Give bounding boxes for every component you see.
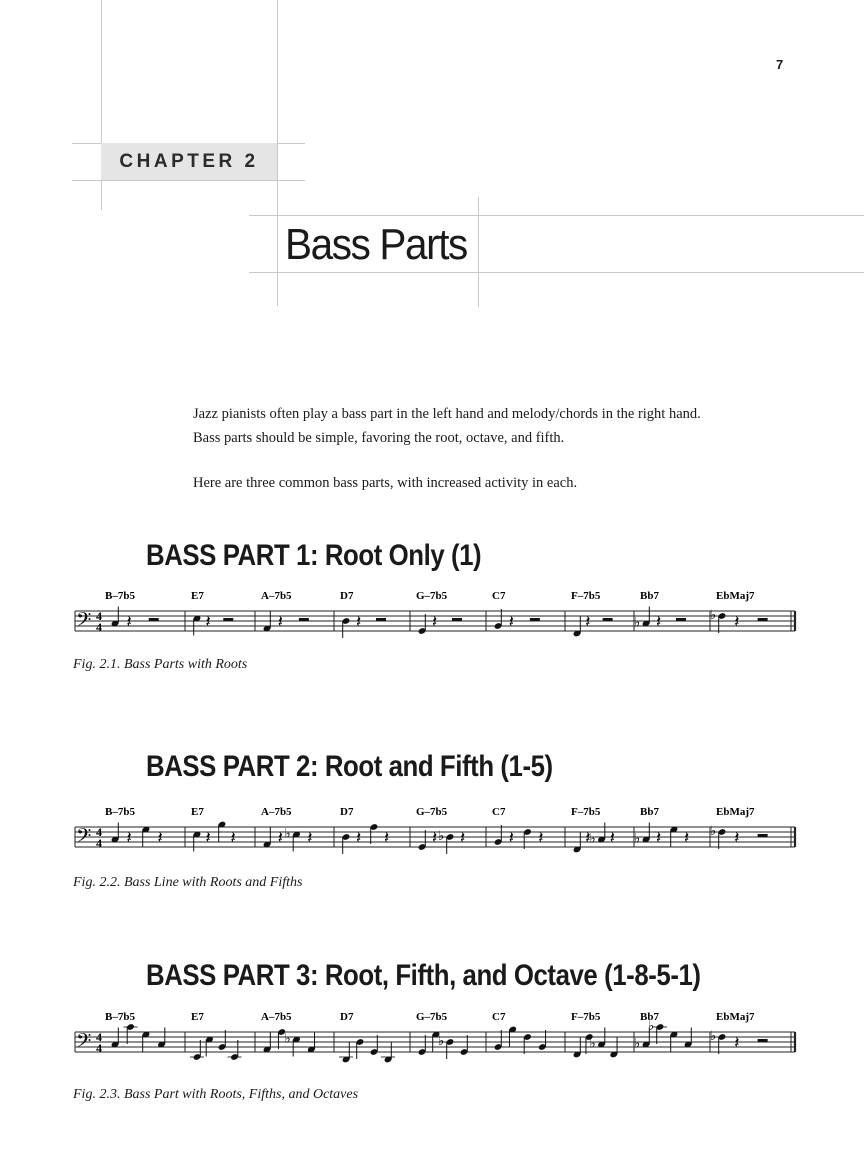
chord-symbol: G–7b5 (416, 1011, 448, 1023)
bass-part-heading: BASS PART 2: Root and Fifth (1-5) (146, 750, 553, 783)
half-rest (603, 618, 613, 621)
chord-symbol: F–7b5 (571, 1011, 601, 1023)
music-staff (0, 1004, 864, 1084)
quarter-rest: 𝄽 (656, 612, 662, 632)
chord-symbol: G–7b5 (416, 806, 448, 818)
chord-symbol: D7 (340, 806, 354, 818)
chord-symbol: A–7b5 (261, 1011, 292, 1023)
flat-sign: ♭ (710, 608, 717, 623)
half-rest (758, 618, 768, 621)
flat-sign: ♭ (438, 1034, 445, 1049)
time-signature-top: 4 (96, 1030, 102, 1044)
quarter-rest: 𝄽 (157, 828, 163, 848)
flat-sign: ♭ (589, 831, 596, 847)
intro-paragraph: Jazz pianists often play a bass part in the left hand and melody/chords in the right hand. Bass parts should be simple, favoring the root, octave, and fifth. (193, 406, 701, 446)
chord-symbol: G–7b5 (416, 590, 448, 602)
quarter-rest: 𝄽 (384, 828, 390, 848)
chord-symbol: A–7b5 (261, 806, 292, 818)
flat-sign: ♭ (589, 1036, 596, 1052)
chord-symbol: EbMaj7 (716, 1011, 755, 1023)
quarter-rest: 𝄽 (734, 612, 740, 632)
chord-symbol: B–7b5 (105, 806, 135, 818)
bass-clef-icon: 𝄢 (76, 608, 92, 636)
flat-sign: ♭ (710, 824, 717, 839)
chord-symbol: C7 (492, 590, 506, 602)
time-signature-top: 4 (96, 825, 102, 839)
half-rest (758, 834, 768, 837)
page-number: 7 (776, 57, 784, 72)
flat-sign: ♭ (284, 1031, 291, 1047)
quarter-rest: 𝄽 (205, 612, 211, 632)
bass-part-heading: BASS PART 3: Root, Fifth, and Octave (1-8-5-1) (146, 959, 701, 992)
chord-symbol: C7 (492, 806, 506, 818)
half-rest (223, 618, 233, 621)
quarter-rest: 𝄽 (585, 612, 591, 632)
half-rest (149, 618, 159, 621)
chord-symbol: A–7b5 (261, 590, 292, 602)
quarter-rest: 𝄽 (432, 828, 438, 848)
half-rest (676, 618, 686, 621)
chord-symbol: B–7b5 (105, 590, 135, 602)
quarter-rest: 𝄽 (684, 828, 690, 848)
quarter-rest: 𝄽 (460, 828, 466, 848)
flat-sign: ♭ (634, 1036, 641, 1052)
time-signature-top: 4 (96, 609, 102, 623)
chord-symbol: F–7b5 (571, 806, 601, 818)
flat-sign: ♭ (438, 829, 445, 844)
quarter-rest: 𝄽 (356, 828, 362, 848)
flat-sign: ♭ (648, 1019, 655, 1034)
quarter-rest: 𝄽 (609, 828, 615, 848)
chord-symbol: B–7b5 (105, 1011, 135, 1023)
chord-symbol: C7 (492, 1011, 506, 1023)
quarter-rest: 𝄽 (277, 612, 283, 632)
quarter-rest: 𝄽 (230, 828, 236, 848)
quarter-rest: 𝄽 (205, 828, 211, 848)
intro-paragraph: Here are three common bass parts, with increased activity in each. (193, 475, 578, 491)
quarter-rest: 𝄽 (734, 1033, 740, 1053)
quarter-rest: 𝄽 (734, 828, 740, 848)
quarter-rest: 𝄽 (432, 612, 438, 632)
quarter-rest: 𝄽 (277, 828, 283, 848)
chord-symbol: F–7b5 (571, 590, 601, 602)
half-rest (530, 618, 540, 621)
chord-symbol: E7 (191, 590, 204, 602)
flat-sign: ♭ (634, 831, 641, 847)
guide-line (249, 272, 864, 273)
flat-sign: ♭ (634, 615, 641, 631)
figure-caption: Fig. 2.1. Bass Parts with Roots (73, 657, 248, 672)
half-rest (452, 618, 462, 621)
chord-symbol: D7 (340, 1011, 354, 1023)
quarter-rest: 𝄽 (585, 828, 591, 848)
quarter-rest: 𝄽 (508, 612, 514, 632)
quarter-rest: 𝄽 (126, 612, 132, 632)
chord-symbol: EbMaj7 (716, 806, 755, 818)
bass-part-heading: BASS PART 1: Root Only (1) (146, 539, 482, 572)
quarter-rest: 𝄽 (538, 828, 544, 848)
chord-symbol: E7 (191, 1011, 204, 1023)
figure-caption: Fig. 2.3. Bass Part with Roots, Fifths, and Octaves (73, 1087, 359, 1102)
chapter-title: Bass Parts (285, 220, 467, 269)
chord-symbol: Bb7 (640, 806, 659, 818)
bass-clef-icon: 𝄢 (76, 1029, 92, 1057)
music-staff (0, 583, 864, 653)
time-signature-bottom: 4 (96, 836, 102, 850)
chord-symbol: EbMaj7 (716, 590, 755, 602)
guide-line (72, 180, 305, 181)
half-rest (376, 618, 386, 621)
bass-clef-icon: 𝄢 (76, 824, 92, 852)
time-signature-bottom: 4 (96, 620, 102, 634)
quarter-rest: 𝄽 (356, 612, 362, 632)
guide-line (277, 0, 278, 306)
guide-line (478, 197, 479, 307)
flat-sign: ♭ (284, 826, 291, 842)
chapter-label: CHAPTER 2 (119, 151, 259, 172)
half-rest (758, 1039, 768, 1042)
music-staff (0, 799, 864, 869)
quarter-rest: 𝄽 (307, 828, 313, 848)
half-rest (299, 618, 309, 621)
chord-symbol: Bb7 (640, 590, 659, 602)
chord-symbol: E7 (191, 806, 204, 818)
quarter-rest: 𝄽 (508, 828, 514, 848)
flat-sign: ♭ (710, 1029, 717, 1044)
quarter-rest: 𝄽 (656, 828, 662, 848)
time-signature-bottom: 4 (96, 1041, 102, 1055)
chord-symbol: D7 (340, 590, 354, 602)
quarter-rest: 𝄽 (126, 828, 132, 848)
chord-symbol: Bb7 (640, 1011, 659, 1023)
guide-line (249, 215, 864, 216)
figure-caption: Fig. 2.2. Bass Line with Roots and Fifths (73, 875, 303, 890)
